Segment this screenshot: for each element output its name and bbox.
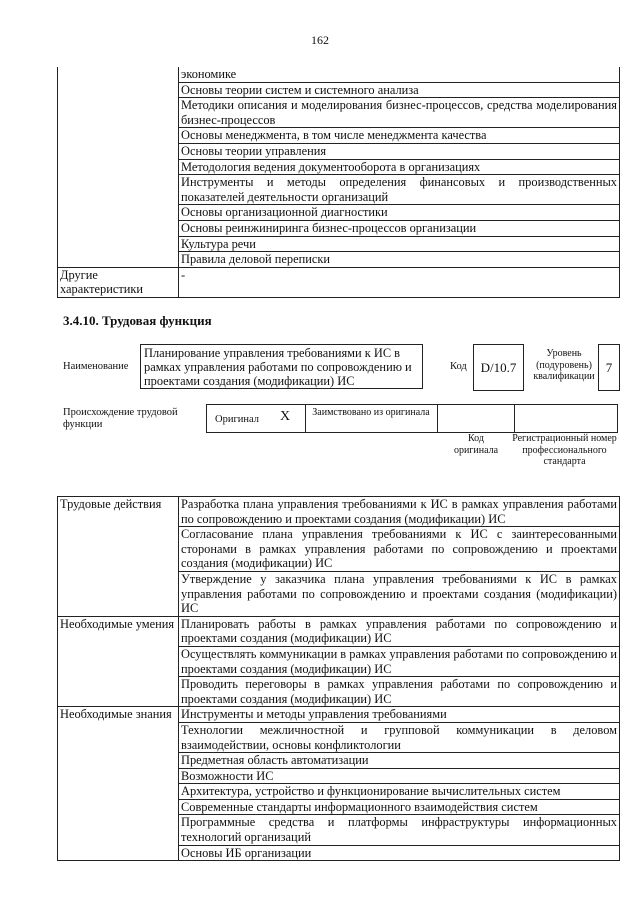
table-cell: Утверждение у заказчика плана управления требованиями к ИС в рамках управления работами по сопровождению и проектами создания (модификации) ИС (179, 571, 620, 616)
borrowed-label: Заимствовано из оригинала (312, 407, 430, 418)
table-cell: Архитектура, устройство и функционирование вычислительных систем (179, 784, 620, 800)
knowledge-item: Основы организационной диагностики (179, 205, 620, 221)
table-cell: Возможности ИС (179, 768, 620, 784)
table-row (58, 267, 620, 297)
level-label: Уровень (подуровень) квалификации (533, 348, 595, 382)
code-label: Код (450, 361, 467, 372)
name-label: Наименование (63, 361, 129, 372)
other-characteristics-label: Другие характеристики (58, 267, 179, 297)
section-title: 3.4.10. Трудовая функция (63, 313, 212, 328)
table-cell: Программные средства и платформы инфраструктуры информационных технологий организаций (179, 815, 620, 845)
section-label: Трудовые действия (58, 497, 179, 617)
level-value: 7 (605, 359, 613, 375)
function-name-box (140, 344, 423, 389)
level-box (598, 344, 620, 391)
knowledge-item: Основы теории систем и системного анализа (179, 82, 620, 98)
knowledge-item: Методология ведения документооборота в организациях (179, 159, 620, 175)
knowledge-item: Культура речи (179, 236, 620, 252)
knowledge-item: Основы теории управления (179, 143, 620, 159)
table-row (58, 67, 620, 82)
table-row (58, 707, 620, 723)
origin-label: Происхождение трудовой функции (63, 407, 178, 430)
table-row (58, 497, 620, 527)
section-label: Необходимые знания (58, 707, 179, 861)
code-original-label: Код оригинала (453, 433, 499, 456)
table-cell: Современные стандарты информационного взаимодействия систем (179, 799, 620, 815)
table-row (58, 616, 620, 646)
other-characteristics-value: - (179, 267, 620, 297)
knowledge-item: экономике (179, 67, 620, 82)
knowledge-item: Правила деловой переписки (179, 252, 620, 268)
knowledge-item: Методики описания и моделирования бизнес-процессов, средства моделирования бизнес-процессов (179, 98, 620, 128)
table-cell: Разработка плана управления требованиями к ИС в рамках управления работами по сопровождению и проектами создания (модификации) ИС (179, 497, 620, 527)
section-label: Необходимые умения (58, 616, 179, 707)
function-name: Планирование управления требованиями к ИС в рамках управления работами по сопровождению и проектами создания (модификации) ИС (144, 346, 412, 388)
table-cell: Проводить переговоры в рамках управления работами по сопровождению и проектами создания (модификации) ИС (179, 677, 620, 707)
table-cell: Инструменты и методы управления требованиями (179, 707, 620, 723)
knowledge-item: Основы реинжиниринга бизнес-процессов организации (179, 220, 620, 236)
page-number: 162 (311, 33, 329, 47)
function-details-table (57, 496, 620, 861)
table-cell: Согласование плана управления требованиями к ИС с заинтересованными сторонами в рамках управления работами по сопровождению и проектами создания (модификации) ИС (179, 527, 620, 572)
table-cell: Осуществлять коммуникации в рамках управления работами по сопровождению и проектами создания (модификации) ИС (179, 646, 620, 676)
table-cell: Основы ИБ организации (179, 845, 620, 861)
reg-number-label: Регистрационный номер профессионального стандарта (512, 433, 617, 467)
table-cell: Предметная область автоматизации (179, 753, 620, 769)
knowledge-item: Инструменты и методы определения финансовых и производственных показателей деятельности организаций (179, 175, 620, 205)
origin-box (206, 404, 618, 433)
function-code: D/10.7 (480, 359, 517, 375)
knowledge-item: Основы менеджмента, в том числе менеджмента качества (179, 128, 620, 144)
original-mark: X (279, 409, 291, 424)
knowledge-continuation-table (57, 67, 620, 298)
table-cell: Планировать работы в рамках управления работами по сопровождению и проектами создания (модификации) ИС (179, 616, 620, 646)
code-box (473, 344, 524, 391)
original-label: Оригинал (215, 414, 259, 425)
table-cell: Технологии межличностной и групповой коммуникации в деловом взаимодействии, основы конфликтологии (179, 722, 620, 752)
